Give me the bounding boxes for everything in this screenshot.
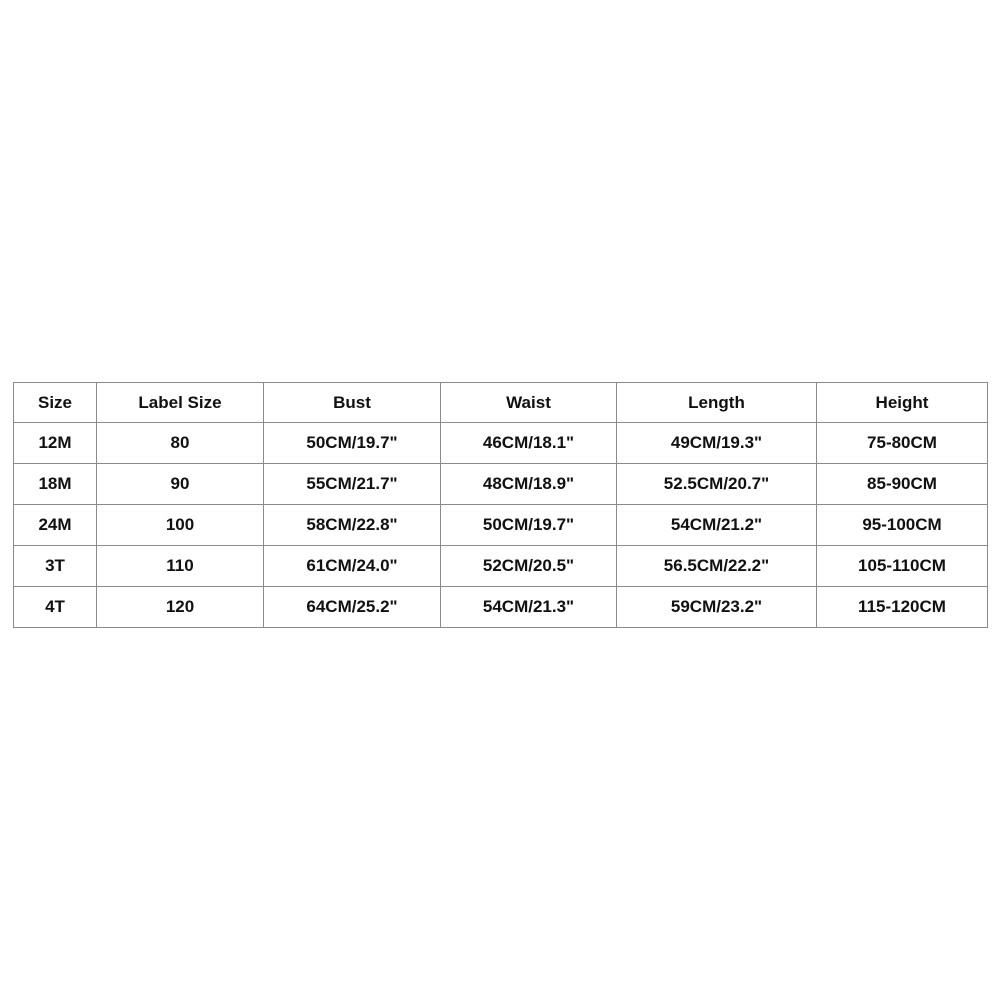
cell-length: 56.5CM/22.2" <box>617 546 817 587</box>
header-waist: Waist <box>441 383 617 423</box>
table-row <box>14 546 988 587</box>
table-row <box>14 505 988 546</box>
header-size: Size <box>14 383 97 423</box>
cell-waist: 46CM/18.1" <box>441 423 617 464</box>
cell-size: 18M <box>14 464 97 505</box>
cell-size: 4T <box>14 587 97 628</box>
cell-label-size: 110 <box>97 546 264 587</box>
cell-waist: 54CM/21.3" <box>441 587 617 628</box>
cell-bust: 58CM/22.8" <box>264 505 441 546</box>
cell-height: 115-120CM <box>817 587 988 628</box>
table-row <box>14 464 988 505</box>
table-row <box>14 423 988 464</box>
cell-length: 59CM/23.2" <box>617 587 817 628</box>
header-label-size: Label Size <box>97 383 264 423</box>
table-row <box>14 587 988 628</box>
header-row <box>14 383 988 423</box>
cell-length: 54CM/21.2" <box>617 505 817 546</box>
cell-bust: 55CM/21.7" <box>264 464 441 505</box>
cell-waist: 50CM/19.7" <box>441 505 617 546</box>
header-length: Length <box>617 383 817 423</box>
size-chart-table <box>13 382 988 628</box>
cell-height: 105-110CM <box>817 546 988 587</box>
cell-label-size: 120 <box>97 587 264 628</box>
cell-label-size: 80 <box>97 423 264 464</box>
header-height: Height <box>817 383 988 423</box>
cell-label-size: 90 <box>97 464 264 505</box>
cell-waist: 48CM/18.9" <box>441 464 617 505</box>
cell-label-size: 100 <box>97 505 264 546</box>
cell-length: 49CM/19.3" <box>617 423 817 464</box>
cell-size: 12M <box>14 423 97 464</box>
cell-height: 85-90CM <box>817 464 988 505</box>
cell-size: 24M <box>14 505 97 546</box>
cell-height: 95-100CM <box>817 505 988 546</box>
cell-height: 75-80CM <box>817 423 988 464</box>
cell-size: 3T <box>14 546 97 587</box>
cell-bust: 61CM/24.0" <box>264 546 441 587</box>
cell-bust: 50CM/19.7" <box>264 423 441 464</box>
cell-bust: 64CM/25.2" <box>264 587 441 628</box>
header-bust: Bust <box>264 383 441 423</box>
cell-waist: 52CM/20.5" <box>441 546 617 587</box>
cell-length: 52.5CM/20.7" <box>617 464 817 505</box>
